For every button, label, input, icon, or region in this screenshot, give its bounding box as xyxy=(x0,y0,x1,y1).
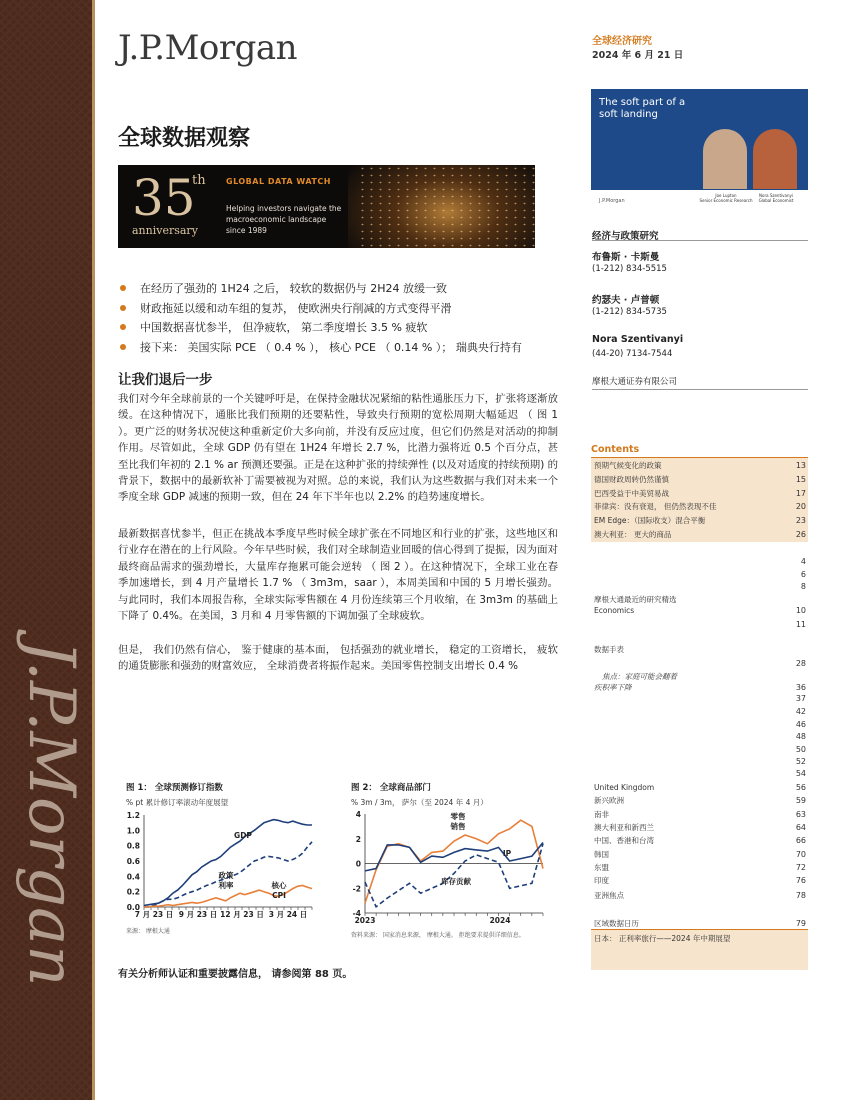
toc-title: 德国财政周转仍然谨慎 xyxy=(594,474,669,484)
toc-page: 17 xyxy=(795,488,806,498)
toc-row[interactable] xyxy=(592,643,808,656)
body-paragraph: 我们对今年全球前景的一个关键呼吁是，在保持金融状况紧缩的粘性通胀压力下，扩张将逐渐放缓。在这种情况下，通胀比我们预期的还要粘性，导致央行预期的宽松周期大幅延迟 （ 图 1 ）。更广泛的财务状况使这种重新定价大多向前，并没有反应过度，但它们仍然是对活动的抑制作用。尽管如此，全球 GDP 仍有望在 1H24 年增长 2.7 %，比潜力强将近 0.5 个百分点，甚至比我们年初的 2.1 % ar 预测还要强。正是在这种扩张的持续弹性 (以及对适度的持续预期) 的背景下，数据中的最新软补丁需要被视为对照。总的来说，我们认为这些数据与我们对未来一个季度全球 GDP 减速的预期一致，但在 24 年下半年也以 2.2% 的趋势速度增长。 xyxy=(118,393,558,504)
toc-page: 64 xyxy=(795,823,806,832)
toc-page: 26 xyxy=(795,530,806,539)
y-tick-label: 4 xyxy=(355,810,361,819)
bullet-item xyxy=(118,338,558,358)
disclosure-footer: 有关分析师认证和重要披露信息， 请参阅第 88 页。 xyxy=(118,969,353,980)
toc-row[interactable] xyxy=(592,781,808,794)
toc-page: 78 xyxy=(795,891,806,900)
toc-page: 76 xyxy=(795,876,806,885)
toc-title: Economics xyxy=(594,606,635,615)
toc-page: 13 xyxy=(795,461,806,470)
toc-row[interactable] xyxy=(592,580,808,593)
toc-title: 东盟 xyxy=(594,863,609,872)
anniversary-banner xyxy=(118,165,535,248)
toc-page: 63 xyxy=(795,810,806,819)
banner-suffix: th xyxy=(192,173,206,188)
toc-row[interactable] xyxy=(592,889,808,902)
author-name: Nora Szentivanyi xyxy=(592,334,684,345)
bullet-dot-icon xyxy=(120,324,126,330)
toc-title: 中国、香港和台湾 xyxy=(594,836,654,845)
author-phone: (1-212) 834-5735 xyxy=(592,307,667,317)
figure-1-source: 来源： 摩根大通 xyxy=(126,928,170,935)
series-label: 利率 xyxy=(218,881,234,890)
bullet-dot-icon xyxy=(120,285,126,291)
toc-page: 79 xyxy=(795,919,806,928)
toc-title: 菲律宾：没有衰退， 但仍然表现不佳 xyxy=(594,502,717,512)
figure-2-source: 资料来源： 国家消息来源， 摩根大通。 拒绝要求提供详细信息。 xyxy=(351,932,525,939)
divider xyxy=(592,240,808,241)
body-paragraph: 最新数据喜忧参半，但正在挑战本季度早些时候全球扩张在不同地区和行业的扩张，这些地区和行业存在潜在的上行风险。今年早些时候，我们对全球制造业回暖的信心得到了提振，因为面对最终商品需求的强劲增长，大量库存拖累可能会逆转 （ 图 2 ）。在这种情况下，全球工业在春季加速增长，到 4 月产量增长 1.7 % （ 3m3m，saar ），本周美国和中国的 5 月增长强劲。与此同时，我们本周报告称，全球实际零售额在 4 月份连续第三个月收缩，在 3m3m 的基础上下降了 0.4%。在美国，3 月和 4 月零售额的下调加强了全球疲软。 xyxy=(118,528,558,623)
series-label: 库存贡献 xyxy=(441,877,471,886)
toc-row[interactable] xyxy=(592,604,808,617)
toc-page: 4 xyxy=(800,557,806,566)
author-name: 约瑟夫 · 卢普顿 xyxy=(592,295,660,306)
sidebar-accent-line xyxy=(92,0,95,1100)
series-line xyxy=(365,820,543,903)
toc-page: 10 xyxy=(795,606,806,615)
banner-network-dots xyxy=(358,165,535,248)
banner-heading: GLOBAL DATA WATCH xyxy=(226,177,331,186)
toc-row[interactable] xyxy=(592,618,808,631)
toc-title: EM Edge：（国际收支）混合平衡 xyxy=(594,516,706,526)
contents-heading: Contents xyxy=(591,444,640,455)
toc-title: 亚洲焦点 xyxy=(594,891,624,900)
banner-tagline: Helping investors navigate the macroeconomic landscape since 1989 xyxy=(226,204,342,235)
cover-footer-logo: J.P.Morgan xyxy=(599,198,625,204)
figure-2-chart xyxy=(345,808,555,930)
banner-number: 35 xyxy=(132,169,196,227)
y-tick-label: 0.4 xyxy=(126,872,140,882)
y-tick-label: 0.0 xyxy=(126,903,140,912)
toc-page: 72 xyxy=(795,863,806,872)
firm-name: 摩根大通证券有限公司 xyxy=(592,377,678,387)
section-heading: 让我们退后一步 xyxy=(118,372,213,388)
toc-title: 印度 xyxy=(594,876,609,885)
toc-row[interactable] xyxy=(592,794,808,807)
toc-row[interactable] xyxy=(592,692,808,705)
series-label: 政策 xyxy=(218,871,234,880)
toc-page: 56 xyxy=(795,783,806,792)
toc-page: 46 xyxy=(795,720,806,729)
toc-row[interactable] xyxy=(592,528,808,541)
toc-row[interactable] xyxy=(592,932,808,945)
x-tick-label: 3 月 24 日 xyxy=(268,910,308,919)
toc-row[interactable] xyxy=(592,487,808,500)
bullet-dot-icon xyxy=(120,305,126,311)
x-tick-label: 9 月 23 日 xyxy=(178,910,218,919)
toc-title: 疾积率下降 xyxy=(594,683,632,692)
y-tick-label: 0.2 xyxy=(126,887,140,897)
cover-title: The soft part of a soft landing xyxy=(599,97,686,120)
toc-row[interactable] xyxy=(592,514,808,527)
y-tick-label: 0 xyxy=(355,859,361,869)
toc-row[interactable] xyxy=(592,500,808,513)
toc-page: 36 xyxy=(795,683,806,692)
toc-row[interactable] xyxy=(592,459,808,472)
series-label: IP xyxy=(502,849,512,858)
toc-page: 11 xyxy=(795,620,806,629)
toc-title: 区域数据日历 xyxy=(594,919,639,928)
related-report-cover[interactable] xyxy=(591,89,808,210)
toc-title: 预期气候变化的政策 xyxy=(594,461,662,470)
sidebar-watermark: J.P.Morgan xyxy=(14,640,88,987)
toc-page: 6 xyxy=(800,570,806,579)
key-points xyxy=(118,279,558,357)
author-phone: (44-20) 7134-7544 xyxy=(592,349,673,359)
bullet-text: 接下来： 美国实际 PCE （ 0.4 % ）， 核心 PCE （ 0.14 % ）； 瑞典央行持有 xyxy=(140,340,522,354)
toc-page: 23 xyxy=(795,516,806,526)
x-tick-label: 2023 xyxy=(354,916,376,925)
toc-page: 8 xyxy=(800,582,806,591)
figure-2-subtitle: % 3m / 3m， 萨尔（至 2024 年 4 月） xyxy=(351,798,488,807)
toc-row[interactable] xyxy=(592,657,808,670)
toc-page: 59 xyxy=(795,796,806,805)
toc-row[interactable] xyxy=(592,555,808,568)
y-tick-label: -4 xyxy=(352,909,361,918)
toc-page: 15 xyxy=(795,474,806,484)
y-tick-label: 0.6 xyxy=(126,857,140,866)
author-photo xyxy=(753,129,797,189)
toc-row[interactable] xyxy=(592,473,808,486)
toc-row[interactable] xyxy=(592,834,808,847)
toc-page: 20 xyxy=(795,502,806,512)
series-label: GDP xyxy=(234,831,252,840)
authors-label: 经济与政策研究 xyxy=(592,231,659,242)
toc-title: 焦点：家庭可能会翻着 xyxy=(602,672,677,681)
series-label: CPI xyxy=(272,891,286,900)
bullet-dot-icon xyxy=(120,344,126,350)
series-label: 销售 xyxy=(450,822,466,831)
toc-row[interactable] xyxy=(592,821,808,834)
toc-page: 48 xyxy=(795,732,806,741)
toc-page: 50 xyxy=(795,745,806,754)
series-label: 核心 xyxy=(271,881,287,890)
toc-title: 南非 xyxy=(594,810,609,819)
report-date: 2024 年 6 月 21 日 xyxy=(592,50,684,61)
divider xyxy=(592,389,808,390)
author-phone: (1-212) 834-5515 xyxy=(592,264,667,274)
y-tick-label: -2 xyxy=(352,884,361,894)
y-tick-label: 1.0 xyxy=(126,826,140,836)
toc-page: 37 xyxy=(795,694,806,703)
jpmorgan-logo: J.P.Morgan xyxy=(118,28,298,68)
toc-row[interactable] xyxy=(592,767,808,780)
bullet-text: 财政拖延以缓和动车组的复苏， 使欧洲央行削减的方式变得平滑 xyxy=(140,301,452,315)
figure-1-chart xyxy=(118,808,318,928)
toc-page: 52 xyxy=(795,757,806,766)
toc-title: United Kingdom xyxy=(594,783,655,792)
banner-anniversary: anniversary xyxy=(132,224,198,237)
bullet-text: 在经历了强劲的 1H24 之后， 较软的数据仍与 2H24 放缓一致 xyxy=(140,282,448,295)
toc-title: 摩根大通最近的研究精选 xyxy=(594,595,677,604)
brand-sidebar xyxy=(0,0,95,1100)
figure-1-title: 图 1： 全球预测修订指数 xyxy=(126,783,223,793)
toc-row[interactable] xyxy=(592,705,808,718)
x-tick-label: 12 月 23 日 xyxy=(220,910,264,919)
toc-title: 数据手表 xyxy=(594,645,624,654)
toc-page: 28 xyxy=(795,659,806,668)
toc-page: 54 xyxy=(795,769,806,778)
y-tick-label: 1.2 xyxy=(126,811,140,820)
section-label: 全球经济研究 xyxy=(592,36,652,47)
toc-row[interactable] xyxy=(592,848,808,861)
toc-row[interactable] xyxy=(592,808,808,821)
toc-row[interactable] xyxy=(592,730,808,743)
toc-page: 70 xyxy=(795,850,806,859)
x-tick-label: 7 月 23 日 xyxy=(134,910,174,919)
bullet-item xyxy=(118,318,558,338)
author-name: 布鲁斯 · 卡斯曼 xyxy=(592,252,660,263)
toc-title: 巴西受益于中美贸易战 xyxy=(594,488,669,498)
toc-row[interactable] xyxy=(592,917,808,930)
toc-title: 澳大利亚： 更大的商品 xyxy=(594,530,672,539)
series-label: 零售 xyxy=(450,812,466,821)
toc-title: 新兴欧洲 xyxy=(594,796,624,805)
cover-person-name: Joe Lupton Senior Economic Research xyxy=(699,193,753,203)
figure-2-title: 图 2： 全球商品部门 xyxy=(351,783,431,793)
x-tick-label: 2024 xyxy=(489,916,511,925)
toc-page: 42 xyxy=(795,707,806,716)
y-tick-label: 2 xyxy=(355,834,361,844)
page-title: 全球数据观察 xyxy=(118,126,251,151)
toc-row[interactable] xyxy=(592,861,808,874)
toc-row[interactable] xyxy=(592,874,808,887)
series-line xyxy=(365,843,543,871)
bullet-item xyxy=(118,299,558,319)
toc-title: 日本： 正利率旅行——2024 年中期展望 xyxy=(594,934,731,943)
y-tick-label: 0.8 xyxy=(126,841,140,851)
bullet-item xyxy=(118,279,558,299)
body-paragraph: 但是， 我们仍然有信心， 鉴于健康的基本面， 包括强劲的就业增长， 稳定的工资增长， 疲软的通货膨胀和强劲的财富效应， 全球消费者将振作起来。美国零售控制支出增长 0.4 % xyxy=(118,644,558,673)
author-photo xyxy=(703,129,747,189)
cover-person-name: Nora Szentivanyi Global Economist xyxy=(758,193,794,203)
toc-title: 澳大利亚和新西兰 xyxy=(594,823,654,832)
toc-title: 韩国 xyxy=(594,850,609,859)
toc-page: 66 xyxy=(795,836,806,845)
figure-1-subtitle: % pt 累计修订率滚动年度展望 xyxy=(126,798,229,807)
bullet-text: 中国数据喜忧参半， 但净疲软， 第二季度增长 3.5 % 疲软 xyxy=(140,321,428,334)
